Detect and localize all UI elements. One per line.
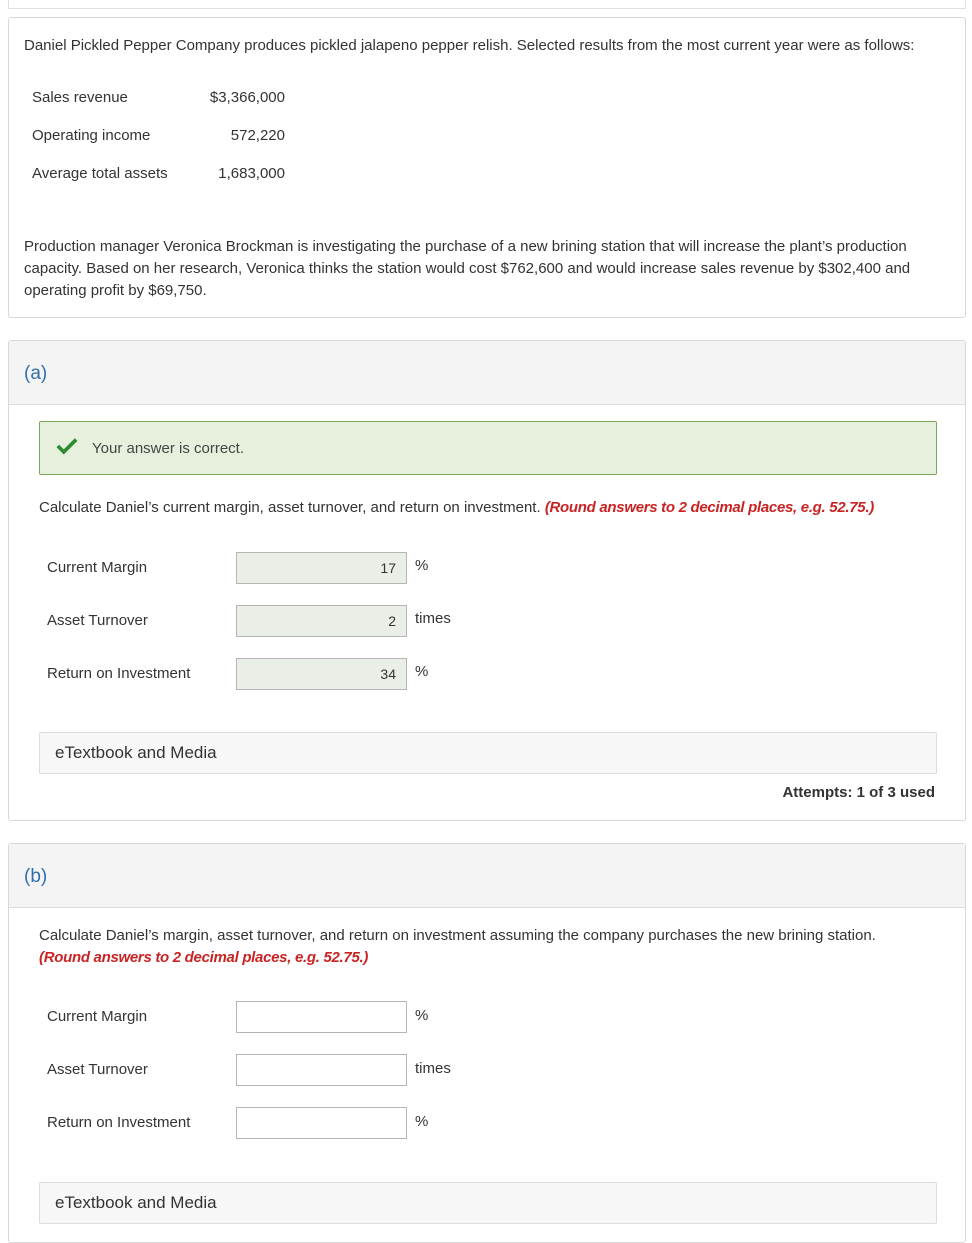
financial-label-sales: Sales revenue [32, 89, 128, 106]
correct-message: Your answer is correct. [92, 440, 245, 457]
financial-value-operating-income: 572,220 [230, 127, 285, 144]
scenario-text: Production manager Veronica Brockman is investigating the purchase of a new brining station that will increase the plant’s production capacity. Based on her research, Veronica thinks the station would cost $762,600 and would increase sales revenue by $302,400 and operating profit by $69,750. [24, 238, 911, 299]
part-a-turnover-unit: times [415, 610, 451, 627]
part-b-margin-label: Current Margin [47, 1008, 148, 1025]
financial-label-total-assets: Average total assets [32, 165, 168, 182]
part-b-question-text: Calculate Daniel’s margin, asset turnover, and return on investment assuming the company purchases the new brining station. [39, 927, 876, 944]
part-a-question-text: Calculate Daniel’s current margin, asset turnover, and return on investment. [39, 499, 541, 516]
part-b-roi-unit: % [415, 1113, 429, 1130]
financial-label-operating-income: Operating income [32, 127, 151, 144]
part-b-margin-input[interactable] [236, 1001, 407, 1033]
part-a-letter: (a) [24, 363, 48, 384]
financial-value-sales: $3,366,000 [209, 89, 285, 106]
intro-text: Daniel Pickled Pepper Company produces pickled jalapeno pepper relish. Selected results from the most current year were as follows: [24, 37, 915, 54]
attempts-counter: Attempts: 1 of 3 used [782, 784, 935, 801]
part-a-roi-input[interactable]: 34 [236, 658, 407, 690]
part-a-etextbook-button[interactable] [39, 732, 937, 774]
part-a-header [9, 341, 965, 405]
part-a-roi-unit: % [415, 663, 429, 680]
part-a-turnover-label: Asset Turnover [47, 612, 148, 629]
part-b-hint: (Round answers to 2 decimal places, e.g. 52.75.) [39, 949, 369, 966]
part-a-etextbook-label: eTextbook and Media [55, 743, 217, 762]
part-b-letter: (b) [24, 866, 48, 887]
part-b-header [9, 844, 965, 908]
financial-value-total-assets: 1,683,000 [218, 165, 285, 182]
part-b-etextbook-label: eTextbook and Media [55, 1193, 217, 1212]
part-a-margin-label: Current Margin [47, 559, 148, 576]
part-a-margin-unit: % [415, 557, 429, 574]
part-a-roi-label: Return on Investment [47, 665, 191, 682]
part-b-roi-input[interactable] [236, 1107, 407, 1139]
part-a-hint: (Round answers to 2 decimal places, e.g. 52.75.) [544, 499, 874, 516]
part-b-etextbook-button[interactable] [39, 1182, 937, 1224]
part-b-turnover-unit: times [415, 1060, 451, 1077]
problem-intro-panel [8, 17, 966, 318]
part-a-turnover-input[interactable]: 2 [236, 605, 407, 637]
part-a-question [39, 497, 939, 519]
part-a-panel [8, 340, 966, 821]
part-a-margin-input[interactable]: 17 [236, 552, 407, 584]
part-b-question [39, 925, 939, 969]
previous-panel-edge [8, 0, 966, 9]
checkmark-icon [56, 435, 78, 457]
correct-answer-banner [39, 421, 937, 475]
part-b-roi-label: Return on Investment [47, 1114, 191, 1131]
part-b-margin-unit: % [415, 1007, 429, 1024]
part-b-panel [8, 843, 966, 1243]
part-b-turnover-input[interactable] [236, 1054, 407, 1086]
part-b-turnover-label: Asset Turnover [47, 1061, 148, 1078]
